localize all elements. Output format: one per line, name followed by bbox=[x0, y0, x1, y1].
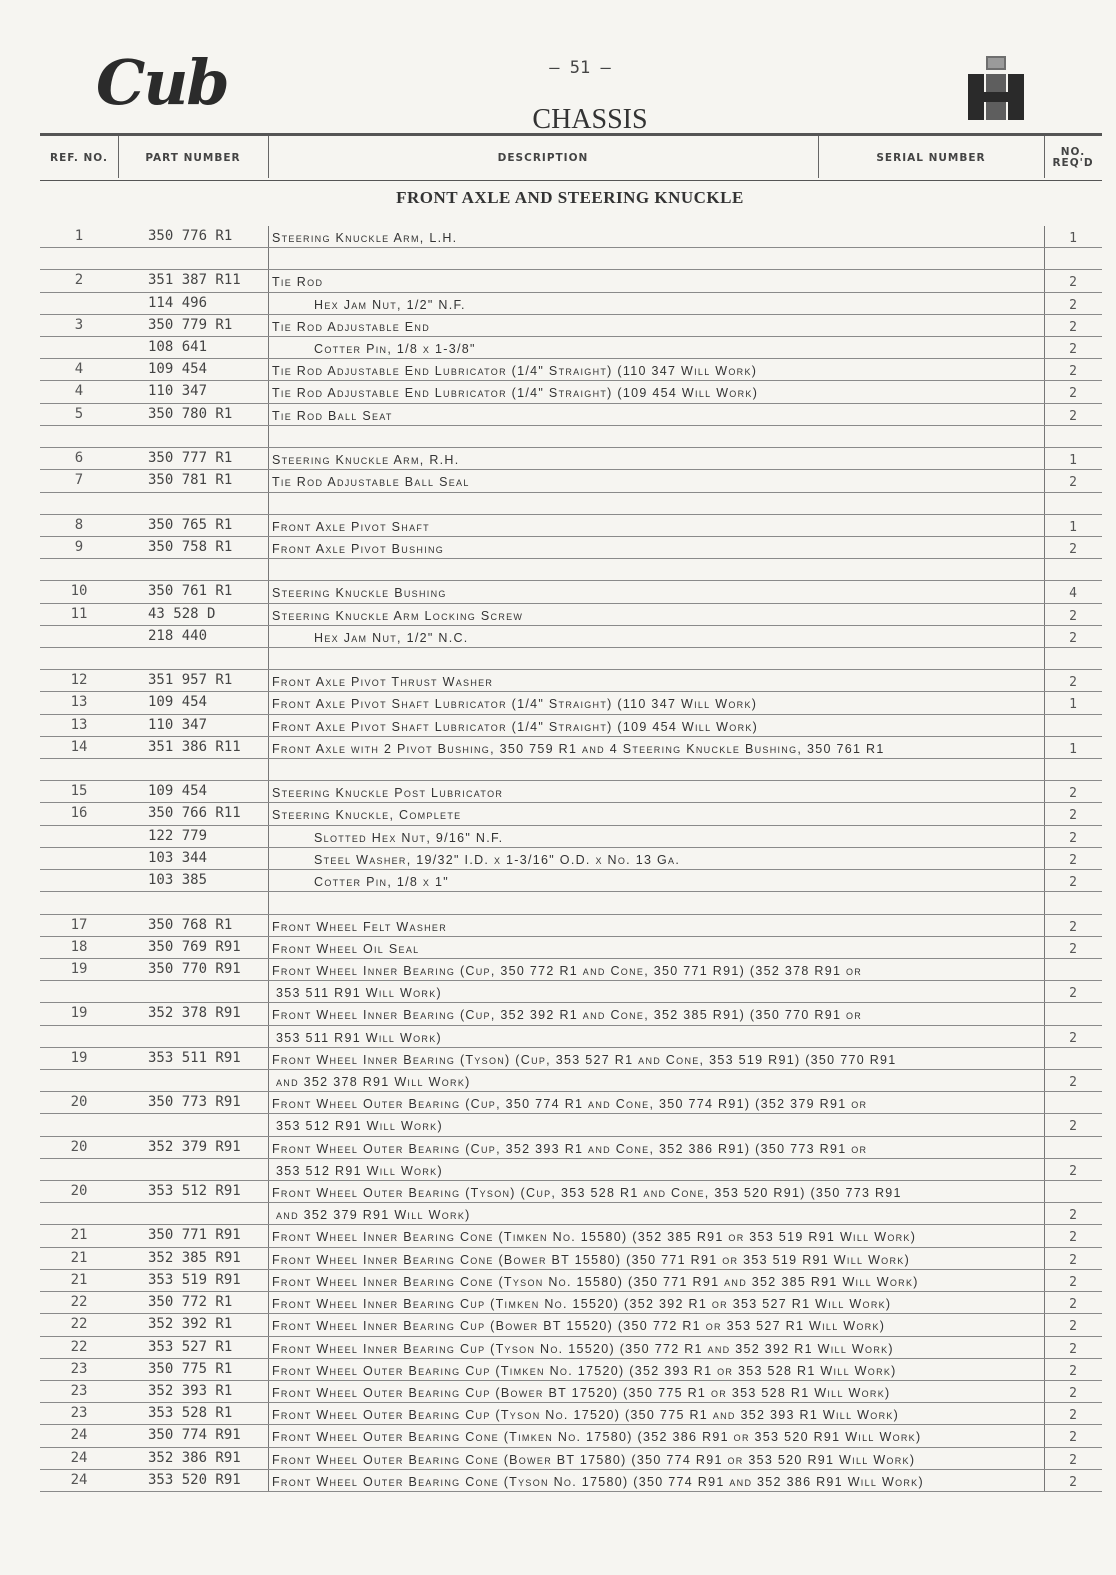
description-cell: Front Wheel Outer Bearing Cone (Bower BT 17580) (350 774 R91 or 353 520 R91 Will Work) bbox=[272, 1452, 916, 1467]
quantity-cell: 2 bbox=[1069, 342, 1077, 358]
description-cell: Tie Rod bbox=[272, 275, 324, 290]
description-cell: Cotter Pin, 1/8 x 1-3/8" bbox=[314, 342, 476, 357]
table-row bbox=[40, 1448, 1102, 1470]
ref-no-cell: 24 bbox=[70, 1427, 88, 1444]
description-cell: Front Wheel Outer Bearing Cone (Tyson No. 17580) (350 774 R91 and 352 386 R91 Will Work) bbox=[272, 1474, 924, 1489]
ref-no-cell: 2 bbox=[74, 272, 84, 289]
table-row bbox=[40, 648, 1102, 670]
table-row bbox=[40, 937, 1102, 959]
part-number-cell: 114 496 bbox=[148, 294, 208, 311]
quantity-cell: 2 bbox=[1069, 319, 1077, 335]
description-cell: Tie Rod Adjustable Ball Seal bbox=[272, 475, 470, 490]
table-row bbox=[40, 1248, 1102, 1270]
table-row bbox=[40, 1114, 1102, 1136]
part-number-cell: 350 779 R1 bbox=[148, 316, 233, 333]
part-number-cell: 352 392 R1 bbox=[148, 1316, 233, 1333]
description-cell: Front Wheel Inner Bearing Cone (Timken No. 15580) (352 385 R91 or 353 519 R91 Will Work) bbox=[272, 1230, 917, 1245]
part-number-cell: 350 758 R1 bbox=[148, 538, 233, 555]
ref-no-cell: 22 bbox=[70, 1338, 88, 1355]
ref-no-cell: 9 bbox=[74, 538, 84, 555]
description-cell: 353 512 R91 Will Work) bbox=[276, 1119, 443, 1134]
table-row bbox=[40, 381, 1102, 403]
table-row bbox=[40, 448, 1102, 470]
quantity-cell: 2 bbox=[1069, 1474, 1077, 1490]
quantity-cell: 2 bbox=[1069, 919, 1077, 935]
description-cell: Front Wheel Outer Bearing Cup (Timken No. 17520) (352 393 R1 or 353 528 R1 Will Work) bbox=[272, 1363, 897, 1378]
header-description: DESCRIPTION bbox=[497, 151, 589, 164]
quantity-cell: 2 bbox=[1069, 830, 1077, 846]
description-cell: 353 512 R91 Will Work) bbox=[276, 1163, 443, 1178]
quantity-cell: 2 bbox=[1069, 475, 1077, 491]
description-cell: Front Wheel Felt Washer bbox=[272, 919, 448, 934]
ref-no-cell: 4 bbox=[74, 361, 84, 378]
table-row bbox=[40, 692, 1102, 714]
table-row bbox=[40, 1092, 1102, 1114]
part-number-cell: 109 454 bbox=[148, 361, 208, 378]
table-row bbox=[40, 581, 1102, 603]
quantity-cell: 2 bbox=[1069, 408, 1077, 424]
description-cell: Front Wheel Inner Bearing Cup (Bower BT 15520) (350 772 R1 or 353 527 R1 Will Work) bbox=[272, 1319, 886, 1334]
description-cell: Front Wheel Outer Bearing Cup (Tyson No. 17520) (350 775 R1 and 352 393 R1 Will Work) bbox=[272, 1408, 900, 1423]
ref-no-cell: 22 bbox=[70, 1294, 88, 1311]
table-row bbox=[40, 1314, 1102, 1336]
table-row bbox=[40, 270, 1102, 292]
quantity-cell: 2 bbox=[1069, 630, 1077, 646]
part-number-cell: 351 386 R11 bbox=[148, 738, 241, 755]
ref-no-cell: 13 bbox=[70, 716, 88, 733]
table-row bbox=[40, 1137, 1102, 1159]
table-row bbox=[40, 470, 1102, 492]
part-number-cell: 353 527 R1 bbox=[148, 1338, 233, 1355]
part-number-cell: 108 641 bbox=[148, 339, 208, 356]
part-number-cell: 218 440 bbox=[148, 627, 208, 644]
quantity-cell: 2 bbox=[1069, 541, 1077, 557]
quantity-cell: 2 bbox=[1069, 1430, 1077, 1446]
part-number-cell: 350 773 R91 bbox=[148, 1094, 241, 1111]
ref-no-cell: 7 bbox=[74, 472, 84, 489]
quantity-cell: 2 bbox=[1069, 1452, 1077, 1468]
part-number-cell: 350 777 R1 bbox=[148, 450, 233, 467]
ref-no-cell: 24 bbox=[70, 1449, 88, 1466]
ref-no-cell: 14 bbox=[70, 738, 88, 755]
part-number-cell: 350 761 R1 bbox=[148, 583, 233, 600]
description-cell: Tie Rod Ball Seat bbox=[272, 408, 393, 423]
description-cell: Front Wheel Inner Bearing Cone (Bower BT 15580) (350 771 R91 or 353 519 R91 Will Work) bbox=[272, 1252, 911, 1267]
table-row bbox=[40, 715, 1102, 737]
table-row bbox=[40, 493, 1102, 515]
description-cell: Front Wheel Inner Bearing (Tyson) (Cup, 353 527 R1 and Cone, 353 519 R91) (350 770 R91 bbox=[272, 1052, 897, 1067]
table-row bbox=[40, 1470, 1102, 1492]
part-number-cell: 353 520 R91 bbox=[148, 1471, 241, 1488]
table-row bbox=[40, 293, 1102, 315]
table-row bbox=[40, 604, 1102, 626]
quantity-cell: 1 bbox=[1069, 697, 1077, 713]
part-number-cell: 103 344 bbox=[148, 849, 208, 866]
quantity-cell: 2 bbox=[1069, 675, 1077, 691]
ref-no-cell: 6 bbox=[74, 450, 84, 467]
table-row bbox=[40, 1203, 1102, 1225]
ref-no-cell: 11 bbox=[70, 605, 88, 622]
ref-no-cell: 19 bbox=[70, 1049, 88, 1066]
quantity-cell: 1 bbox=[1069, 519, 1077, 535]
subsection-title: FRONT AXLE AND STEERING KNUCKLE bbox=[396, 188, 744, 207]
ref-no-cell: 4 bbox=[74, 383, 84, 400]
table-row bbox=[40, 1181, 1102, 1203]
page-number: — 51 — bbox=[549, 58, 611, 78]
ref-no-cell: 19 bbox=[70, 1005, 88, 1022]
table-row bbox=[40, 1425, 1102, 1447]
part-number-cell: 350 772 R1 bbox=[148, 1294, 233, 1311]
table-row bbox=[40, 515, 1102, 537]
table-row bbox=[40, 1381, 1102, 1403]
table-row bbox=[40, 1359, 1102, 1381]
description-cell: Front Wheel Outer Bearing (Cup, 352 393 R1 and Cone, 352 386 R91) (350 773 R91 or bbox=[272, 1141, 868, 1156]
description-cell: Front Axle with 2 Pivot Bushing, 350 759 R1 and 4 Steering Knuckle Bushing, 350 761 R1 bbox=[272, 741, 885, 756]
header-serial-number: SERIAL NUMBER bbox=[876, 151, 986, 164]
column-header-row bbox=[40, 133, 1102, 181]
ref-no-cell: 19 bbox=[70, 960, 88, 977]
ref-no-cell: 23 bbox=[70, 1360, 88, 1377]
description-cell: Tie Rod Adjustable End bbox=[272, 319, 431, 334]
ref-no-cell: 15 bbox=[70, 783, 88, 800]
section-title: CHASSIS bbox=[532, 104, 648, 135]
quantity-cell: 2 bbox=[1069, 608, 1077, 624]
ref-no-cell: 10 bbox=[70, 583, 88, 600]
ref-no-cell: 21 bbox=[70, 1271, 88, 1288]
quantity-cell: 2 bbox=[1069, 786, 1077, 802]
description-cell: Front Wheel Oil Seal bbox=[272, 941, 420, 956]
quantity-cell: 2 bbox=[1069, 1252, 1077, 1268]
quantity-cell: 2 bbox=[1069, 1385, 1077, 1401]
part-number-cell: 350 771 R91 bbox=[148, 1227, 241, 1244]
ref-no-cell: 21 bbox=[70, 1227, 88, 1244]
quantity-cell: 2 bbox=[1069, 1163, 1077, 1179]
part-number-cell: 352 378 R91 bbox=[148, 1005, 241, 1022]
table-row bbox=[40, 404, 1102, 426]
part-number-cell: 352 385 R91 bbox=[148, 1249, 241, 1266]
header-part-number: PART NUMBER bbox=[145, 151, 241, 164]
part-number-cell: 352 386 R91 bbox=[148, 1449, 241, 1466]
table-row bbox=[40, 892, 1102, 914]
table-row bbox=[40, 537, 1102, 559]
table-row bbox=[40, 1270, 1102, 1292]
quantity-cell: 1 bbox=[1069, 231, 1077, 246]
description-cell: Front Axle Pivot Shaft Lubricator (1/4" Straight) (110 347 Will Work) bbox=[272, 697, 758, 712]
description-cell: Steering Knuckle Bushing bbox=[272, 586, 447, 601]
part-number-cell: 350 765 R1 bbox=[148, 516, 233, 533]
description-cell: Front Wheel Inner Bearing Cone (Tyson No. 15580) (350 771 R91 and 352 385 R91 Will Work) bbox=[272, 1274, 919, 1289]
table-row bbox=[40, 1159, 1102, 1181]
part-number-cell: 350 769 R91 bbox=[148, 938, 241, 955]
table-row bbox=[40, 337, 1102, 359]
table-row bbox=[40, 1225, 1102, 1247]
part-number-cell: 351 387 R11 bbox=[148, 272, 241, 289]
table-row bbox=[40, 226, 1102, 248]
ref-no-cell: 20 bbox=[70, 1183, 88, 1200]
ref-no-cell: 5 bbox=[74, 405, 84, 422]
part-number-cell: 103 385 bbox=[148, 872, 208, 889]
part-number-cell: 353 519 R91 bbox=[148, 1271, 241, 1288]
quantity-cell: 2 bbox=[1069, 808, 1077, 824]
table-row bbox=[40, 1048, 1102, 1070]
part-number-cell: 351 957 R1 bbox=[148, 672, 233, 689]
part-number-cell: 350 774 R91 bbox=[148, 1427, 241, 1444]
ref-no-cell: 17 bbox=[70, 916, 88, 933]
description-cell: and 352 379 R91 Will Work) bbox=[276, 1208, 471, 1223]
ref-no-cell: 18 bbox=[70, 938, 88, 955]
description-cell: Front Wheel Outer Bearing (Cup, 350 774 R1 and Cone, 350 774 R91) (352 379 R91 or bbox=[272, 1097, 868, 1112]
ih-logo-icon bbox=[968, 56, 1024, 120]
quantity-cell: 4 bbox=[1069, 586, 1077, 602]
description-cell: Hex Jam Nut, 1/2" N.C. bbox=[314, 630, 469, 645]
quantity-cell: 1 bbox=[1069, 453, 1077, 469]
part-number-cell: 110 347 bbox=[148, 383, 208, 400]
quantity-cell: 2 bbox=[1069, 297, 1077, 313]
table-row bbox=[40, 315, 1102, 337]
quantity-cell: 2 bbox=[1069, 1119, 1077, 1135]
ref-no-cell: 3 bbox=[74, 316, 84, 333]
description-cell: Front Axle Pivot Thrust Washer bbox=[272, 675, 494, 690]
quantity-cell: 2 bbox=[1069, 275, 1077, 291]
part-number-cell: 109 454 bbox=[148, 694, 208, 711]
header-no-reqd: NO. REQ'D bbox=[1052, 146, 1094, 169]
table-row bbox=[40, 826, 1102, 848]
quantity-cell: 1 bbox=[1069, 741, 1077, 757]
table-row bbox=[40, 670, 1102, 692]
quantity-cell: 2 bbox=[1069, 1075, 1077, 1090]
ref-no-cell: 23 bbox=[70, 1382, 88, 1399]
quantity-cell: 2 bbox=[1069, 364, 1077, 380]
ref-no-cell: 1 bbox=[74, 228, 84, 244]
part-number-cell: 353 512 R91 bbox=[148, 1183, 241, 1200]
table-row bbox=[40, 1003, 1102, 1025]
table-row bbox=[40, 359, 1102, 381]
description-cell: Tie Rod Adjustable End Lubricator (1/4" Straight) (109 454 Will Work) bbox=[272, 386, 759, 401]
table-row bbox=[40, 1292, 1102, 1314]
quantity-cell: 2 bbox=[1069, 1297, 1077, 1313]
description-cell: Front Wheel Inner Bearing (Cup, 352 392 R1 and Cone, 352 385 R91) (350 770 R91 or bbox=[272, 1008, 863, 1023]
quantity-cell: 2 bbox=[1069, 386, 1077, 402]
description-cell: 353 511 R91 Will Work) bbox=[276, 986, 442, 1001]
ref-no-cell: 12 bbox=[70, 672, 88, 689]
quantity-cell: 2 bbox=[1069, 875, 1077, 891]
description-cell: Steering Knuckle Arm Locking Screw bbox=[272, 608, 524, 623]
table-row bbox=[40, 626, 1102, 648]
quantity-cell: 2 bbox=[1069, 1408, 1077, 1424]
description-cell: Steering Knuckle, Complete bbox=[272, 808, 462, 823]
description-cell: Front Wheel Outer Bearing Cup (Bower BT 17520) (350 775 R1 or 353 528 R1 Will Work) bbox=[272, 1385, 891, 1400]
part-number-cell: 353 528 R1 bbox=[148, 1405, 233, 1422]
quantity-cell: 2 bbox=[1069, 1341, 1077, 1357]
part-number-cell: 350 768 R1 bbox=[148, 916, 233, 933]
description-cell: Steering Knuckle Post Lubricator bbox=[272, 786, 504, 801]
table-row bbox=[40, 870, 1102, 892]
quantity-cell: 2 bbox=[1069, 941, 1077, 957]
header-ref-no: REF. NO. bbox=[49, 151, 108, 164]
ref-no-cell: 16 bbox=[70, 805, 88, 822]
part-number-cell: 350 775 R1 bbox=[148, 1360, 233, 1377]
table-row bbox=[40, 1070, 1102, 1092]
part-number-cell: 122 779 bbox=[148, 827, 208, 844]
quantity-cell: 2 bbox=[1069, 1208, 1077, 1224]
table-row bbox=[40, 915, 1102, 937]
quantity-cell: 2 bbox=[1069, 986, 1077, 1002]
quantity-cell: 2 bbox=[1069, 1274, 1077, 1290]
description-cell: Front Wheel Outer Bearing (Tyson) (Cup, 353 528 R1 and Cone, 353 520 R91) (350 773 R91 bbox=[272, 1186, 902, 1201]
description-cell: Steering Knuckle Arm, L.H. bbox=[272, 231, 458, 245]
part-number-cell: 352 379 R91 bbox=[148, 1138, 241, 1155]
table-row bbox=[40, 559, 1102, 581]
part-number-cell: 350 776 R1 bbox=[148, 228, 233, 244]
part-number-cell: 350 766 R11 bbox=[148, 805, 241, 822]
quantity-cell: 2 bbox=[1069, 1030, 1077, 1046]
description-cell: Steering Knuckle Arm, R.H. bbox=[272, 453, 460, 468]
part-number-cell: 350 781 R1 bbox=[148, 472, 233, 489]
table-row bbox=[40, 426, 1102, 448]
ref-no-cell: 8 bbox=[74, 516, 84, 533]
cub-logo: Cub bbox=[96, 46, 228, 119]
part-number-cell: 110 347 bbox=[148, 716, 208, 733]
table-row bbox=[40, 803, 1102, 825]
table-row bbox=[40, 759, 1102, 781]
quantity-cell: 2 bbox=[1069, 852, 1077, 868]
description-cell: Front Wheel Inner Bearing (Cup, 350 772 R1 and Cone, 350 771 R91) (352 378 R91 or bbox=[272, 963, 863, 978]
table-row bbox=[40, 959, 1102, 981]
ref-no-cell: 22 bbox=[70, 1316, 88, 1333]
description-cell: Front Wheel Outer Bearing Cone (Timken No. 17580) (352 386 R91 or 353 520 R91 Will Work) bbox=[272, 1430, 922, 1445]
description-cell: and 352 378 R91 Will Work) bbox=[276, 1075, 471, 1089]
description-cell: Front Axle Pivot Shaft bbox=[272, 519, 430, 534]
table-row bbox=[40, 781, 1102, 803]
ref-no-cell: 24 bbox=[70, 1471, 88, 1488]
table-row bbox=[40, 1337, 1102, 1359]
ref-no-cell: 13 bbox=[70, 694, 88, 711]
part-number-cell: 43 528 D bbox=[148, 605, 216, 622]
table-row bbox=[40, 248, 1102, 270]
description-cell: Cotter Pin, 1/8 x 1" bbox=[314, 875, 449, 890]
quantity-cell: 2 bbox=[1069, 1319, 1077, 1335]
ref-no-cell: 23 bbox=[70, 1405, 88, 1422]
ref-no-cell: 20 bbox=[70, 1094, 88, 1111]
part-number-cell: 109 454 bbox=[148, 783, 208, 800]
ref-no-cell: 21 bbox=[70, 1249, 88, 1266]
table-row bbox=[40, 737, 1102, 759]
table-row bbox=[40, 1403, 1102, 1425]
description-cell: Front Axle Pivot Shaft Lubricator (1/4" Straight) (109 454 Will Work) bbox=[272, 719, 759, 734]
part-number-cell: 353 511 R91 bbox=[148, 1049, 241, 1066]
parts-table bbox=[40, 226, 1102, 1492]
description-cell: Tie Rod Adjustable End Lubricator (1/4" Straight) (110 347 Will Work) bbox=[272, 364, 758, 379]
table-row bbox=[40, 1026, 1102, 1048]
part-number-cell: 350 780 R1 bbox=[148, 405, 233, 422]
table-row bbox=[40, 848, 1102, 870]
part-number-cell: 352 393 R1 bbox=[148, 1382, 233, 1399]
ref-no-cell: 20 bbox=[70, 1138, 88, 1155]
part-number-cell: 350 770 R91 bbox=[148, 960, 241, 977]
description-cell: Steel Washer, 19/32" I.D. x 1-3/16" O.D. x No. 13 Ga. bbox=[314, 852, 681, 867]
description-cell: 353 511 R91 Will Work) bbox=[276, 1030, 442, 1045]
quantity-cell: 2 bbox=[1069, 1363, 1077, 1379]
description-cell: Hex Jam Nut, 1/2" N.F. bbox=[314, 297, 466, 312]
description-cell: Front Wheel Inner Bearing Cup (Tyson No. 15520) (350 772 R1 and 352 392 R1 Will Work) bbox=[272, 1341, 894, 1356]
description-cell: Slotted Hex Nut, 9/16" N.F. bbox=[314, 830, 504, 845]
description-cell: Front Wheel Inner Bearing Cup (Timken No. 15520) (352 392 R1 or 353 527 R1 Will Work) bbox=[272, 1297, 892, 1312]
description-cell: Front Axle Pivot Bushing bbox=[272, 541, 445, 556]
table-row bbox=[40, 981, 1102, 1003]
quantity-cell: 2 bbox=[1069, 1230, 1077, 1246]
